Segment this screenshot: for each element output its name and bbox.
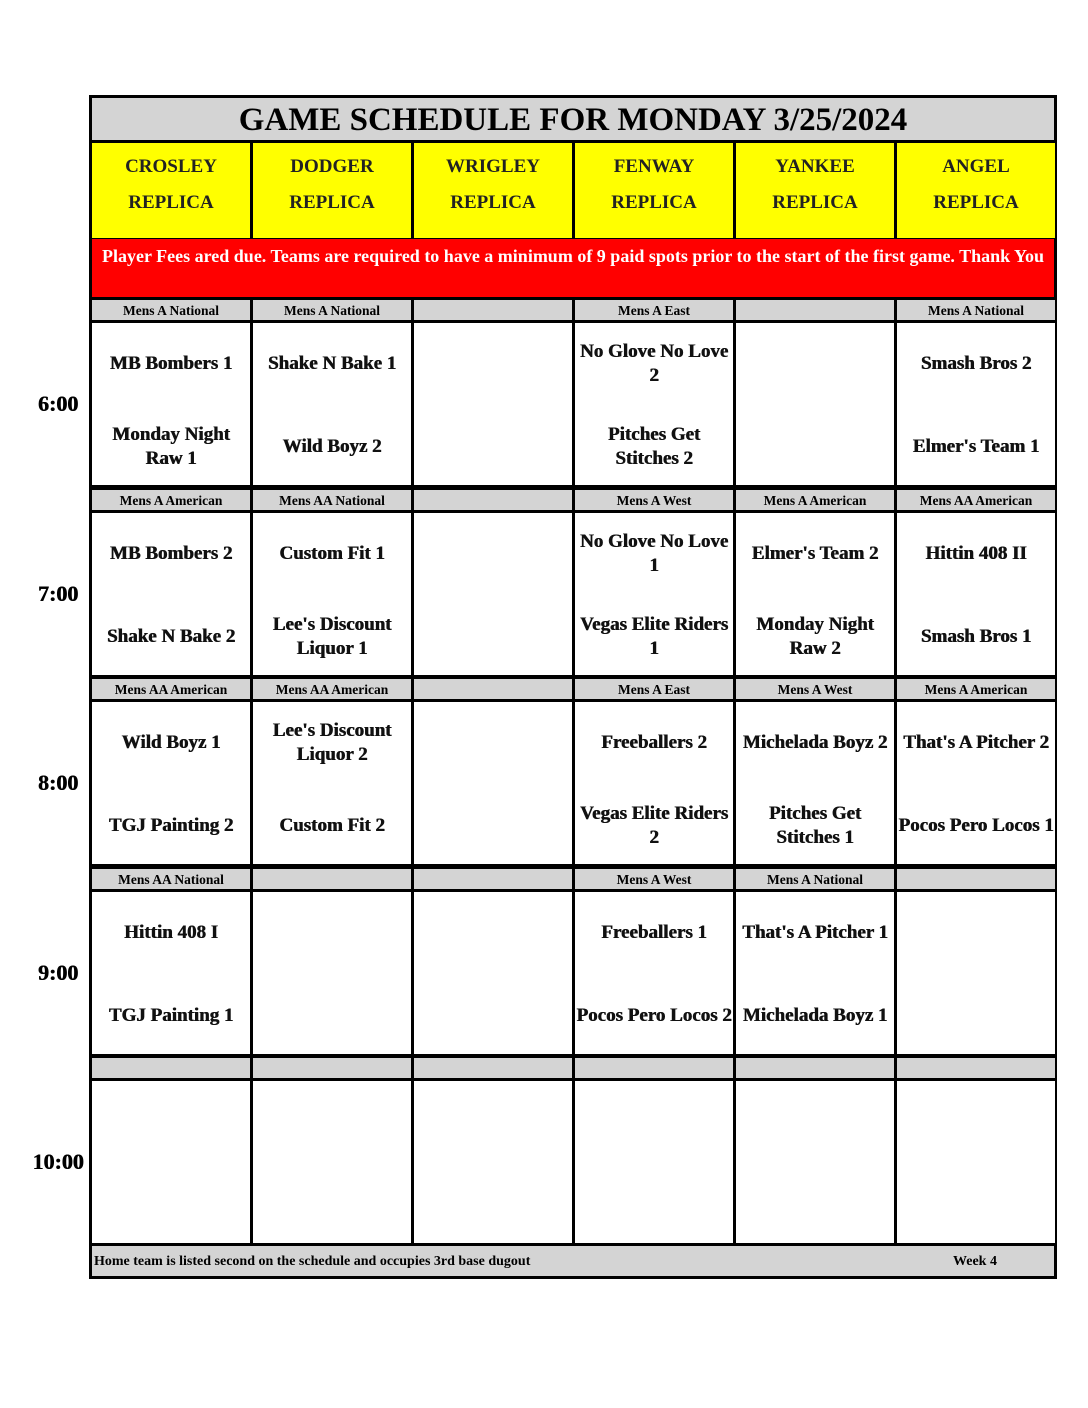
division-label: Mens AA American <box>897 490 1055 510</box>
division-label: Mens A American <box>736 490 894 510</box>
game-cell <box>92 323 250 485</box>
division-label: Mens A National <box>736 869 894 889</box>
home-team: Pitches Get Stitches 2 <box>607 424 701 469</box>
game-cell <box>575 513 733 675</box>
home-team: Lee's Discount Liquor 1 <box>272 613 392 659</box>
division-label <box>414 1058 572 1078</box>
game-cell <box>736 323 894 485</box>
home-team: Vegas Elite Riders 2 <box>579 803 729 848</box>
venue-sub: REPLICA <box>611 192 697 213</box>
game-cell <box>414 702 572 864</box>
game-cell <box>897 702 1055 864</box>
home-team: Pitches Get Stitches 1 <box>768 803 862 848</box>
away-team <box>736 1092 894 1152</box>
division-label: Mens A National <box>897 300 1055 320</box>
division-label <box>897 869 1055 889</box>
venue-header-dodger <box>253 143 411 238</box>
division-label <box>736 1058 894 1078</box>
home-team <box>253 986 411 1046</box>
home-team-note: Home team is listed second on the schedule and occupies 3rd base dugout <box>94 1254 531 1269</box>
away-team <box>414 334 572 394</box>
home-team <box>897 1175 1055 1235</box>
away-team: Shake N Bake 1 <box>267 353 397 374</box>
venue-name: YANKEE <box>775 156 855 177</box>
away-team: No Glove No Love 1 <box>579 530 729 576</box>
venue-name: FENWAY <box>613 156 695 177</box>
home-team <box>414 986 572 1046</box>
game-cell <box>575 323 733 485</box>
away-team: MB Bombers 1 <box>109 353 233 374</box>
venue-sub: REPLICA <box>128 192 214 213</box>
time-label: 7:00 <box>37 580 79 606</box>
time-label: 8:00 <box>37 770 79 795</box>
away-team: Freeballers 1 <box>601 921 707 943</box>
game-cell <box>575 1081 733 1243</box>
game-cell <box>897 1081 1055 1243</box>
division-label: Mens A West <box>575 869 733 889</box>
away-team <box>414 713 572 773</box>
venue-sub: REPLICA <box>772 192 858 213</box>
game-cell <box>414 1081 572 1243</box>
home-team: Monday Night Raw 2 <box>756 613 874 659</box>
away-team: Michelada Boyz 2 <box>742 732 888 753</box>
game-cell <box>253 892 411 1054</box>
home-team: Vegas Elite Riders 1 <box>579 613 729 659</box>
game-cell <box>253 702 411 864</box>
venue-name: CROSLEY <box>125 156 217 177</box>
venue-name: WRIGLEY <box>446 156 540 177</box>
home-team: Wild Boyz 2 <box>282 436 382 457</box>
schedule-footer <box>92 1246 1054 1276</box>
away-team: Wild Boyz 1 <box>121 732 221 753</box>
home-team <box>253 1175 411 1235</box>
home-team: TGJ Painting 2 <box>108 815 234 836</box>
away-team <box>736 334 894 394</box>
home-team: TGJ Painting 1 <box>108 1004 234 1026</box>
home-team <box>414 607 572 667</box>
division-label <box>253 869 411 889</box>
game-cell <box>253 513 411 675</box>
home-team: Michelada Boyz 1 <box>742 1004 888 1026</box>
home-team <box>92 1175 250 1235</box>
time-label: 9:00 <box>37 959 79 985</box>
venue-header-yankee <box>736 143 894 238</box>
home-team: Smash Bros 1 <box>920 625 1032 647</box>
away-team: Hittin 408 I <box>124 921 218 943</box>
game-cell <box>92 513 250 675</box>
away-team <box>414 1092 572 1152</box>
division-label: Mens A National <box>253 300 411 320</box>
venue-sub: REPLICA <box>289 192 375 213</box>
home-team: Pocos Pero Locos 1 <box>898 815 1054 836</box>
game-cell <box>92 1081 250 1243</box>
away-team <box>253 1092 411 1152</box>
game-cell <box>736 702 894 864</box>
game-cell <box>897 892 1055 1054</box>
venue-name: ANGEL <box>942 156 1010 177</box>
game-cell <box>897 513 1055 675</box>
game-cell <box>414 323 572 485</box>
home-team <box>414 417 572 477</box>
game-cell <box>575 702 733 864</box>
division-label <box>414 300 572 320</box>
venue-header-wrigley <box>414 143 572 238</box>
away-team <box>897 903 1055 963</box>
division-label: Mens AA National <box>253 490 411 510</box>
away-team <box>575 1092 733 1152</box>
division-label <box>414 490 572 510</box>
division-label <box>92 1058 250 1078</box>
schedule-title: GAME SCHEDULE FOR MONDAY 3/25/2024 <box>92 98 1054 140</box>
division-label: Mens A American <box>92 490 250 510</box>
home-team: Pocos Pero Locos 2 <box>576 1004 732 1026</box>
division-label: Mens AA American <box>92 679 250 699</box>
division-label <box>736 300 894 320</box>
game-cell <box>414 513 572 675</box>
division-label: Mens A West <box>575 490 733 510</box>
away-team <box>414 903 572 963</box>
home-team: Elmer's Team 1 <box>912 436 1040 457</box>
division-label: Mens A West <box>736 679 894 699</box>
schedule-sheet <box>89 95 1057 1279</box>
away-team: Hittin 408 II <box>925 542 1027 564</box>
division-label: Mens A East <box>575 300 733 320</box>
away-team: No Glove No Love 2 <box>579 341 729 386</box>
away-team: Freeballers 2 <box>601 732 707 753</box>
venue-header-fenway <box>575 143 733 238</box>
game-cell <box>575 892 733 1054</box>
away-team: Custom Fit 1 <box>279 542 385 564</box>
away-team <box>414 524 572 584</box>
game-cell <box>253 1081 411 1243</box>
venue-sub: REPLICA <box>450 192 536 213</box>
away-team <box>92 1092 250 1152</box>
division-label <box>897 1058 1055 1078</box>
division-label <box>575 1058 733 1078</box>
division-label <box>414 679 572 699</box>
home-team <box>736 417 894 477</box>
home-team <box>736 1175 894 1235</box>
venue-header-angel <box>897 143 1055 238</box>
game-cell <box>92 892 250 1054</box>
fee-notice: Player Fees ared due. Teams are required to have a minimum of 9 paid spots prior to the start of the first game. Thank You <box>92 239 1054 297</box>
home-team: Shake N Bake 2 <box>106 625 236 647</box>
home-team <box>575 1175 733 1235</box>
away-team: That's A Pitcher 2 <box>903 732 1049 753</box>
away-team <box>897 1092 1055 1152</box>
home-team <box>414 796 572 856</box>
venue-header-crosley <box>92 143 250 238</box>
game-cell <box>736 513 894 675</box>
away-team: That's A Pitcher 1 <box>742 921 888 943</box>
time-label: 10:00 <box>32 1149 84 1174</box>
division-label: Mens AA National <box>92 869 250 889</box>
away-team: Elmer's Team 2 <box>751 542 879 564</box>
game-cell <box>897 323 1055 485</box>
week-label: Week 4 <box>953 1254 997 1269</box>
division-label: Mens A National <box>92 300 250 320</box>
game-cell <box>92 702 250 864</box>
game-cell <box>414 892 572 1054</box>
venue-name: DODGER <box>290 156 374 177</box>
game-cell <box>253 323 411 485</box>
time-label: 6:00 <box>37 391 79 416</box>
game-cell <box>736 1081 894 1243</box>
division-label <box>414 869 572 889</box>
home-team <box>897 986 1055 1046</box>
game-cell <box>736 892 894 1054</box>
home-team: Custom Fit 2 <box>279 815 385 836</box>
away-team: Smash Bros 2 <box>920 353 1032 374</box>
home-team <box>414 1175 572 1235</box>
division-label: Mens A East <box>575 679 733 699</box>
away-team <box>253 903 411 963</box>
division-label <box>253 1058 411 1078</box>
division-label: Mens A American <box>897 679 1055 699</box>
home-team: Monday Night Raw 1 <box>112 424 230 469</box>
away-team: MB Bombers 2 <box>109 542 233 564</box>
venue-sub: REPLICA <box>933 192 1019 213</box>
away-team: Lee's Discount Liquor 2 <box>272 720 392 765</box>
division-label: Mens AA American <box>253 679 411 699</box>
